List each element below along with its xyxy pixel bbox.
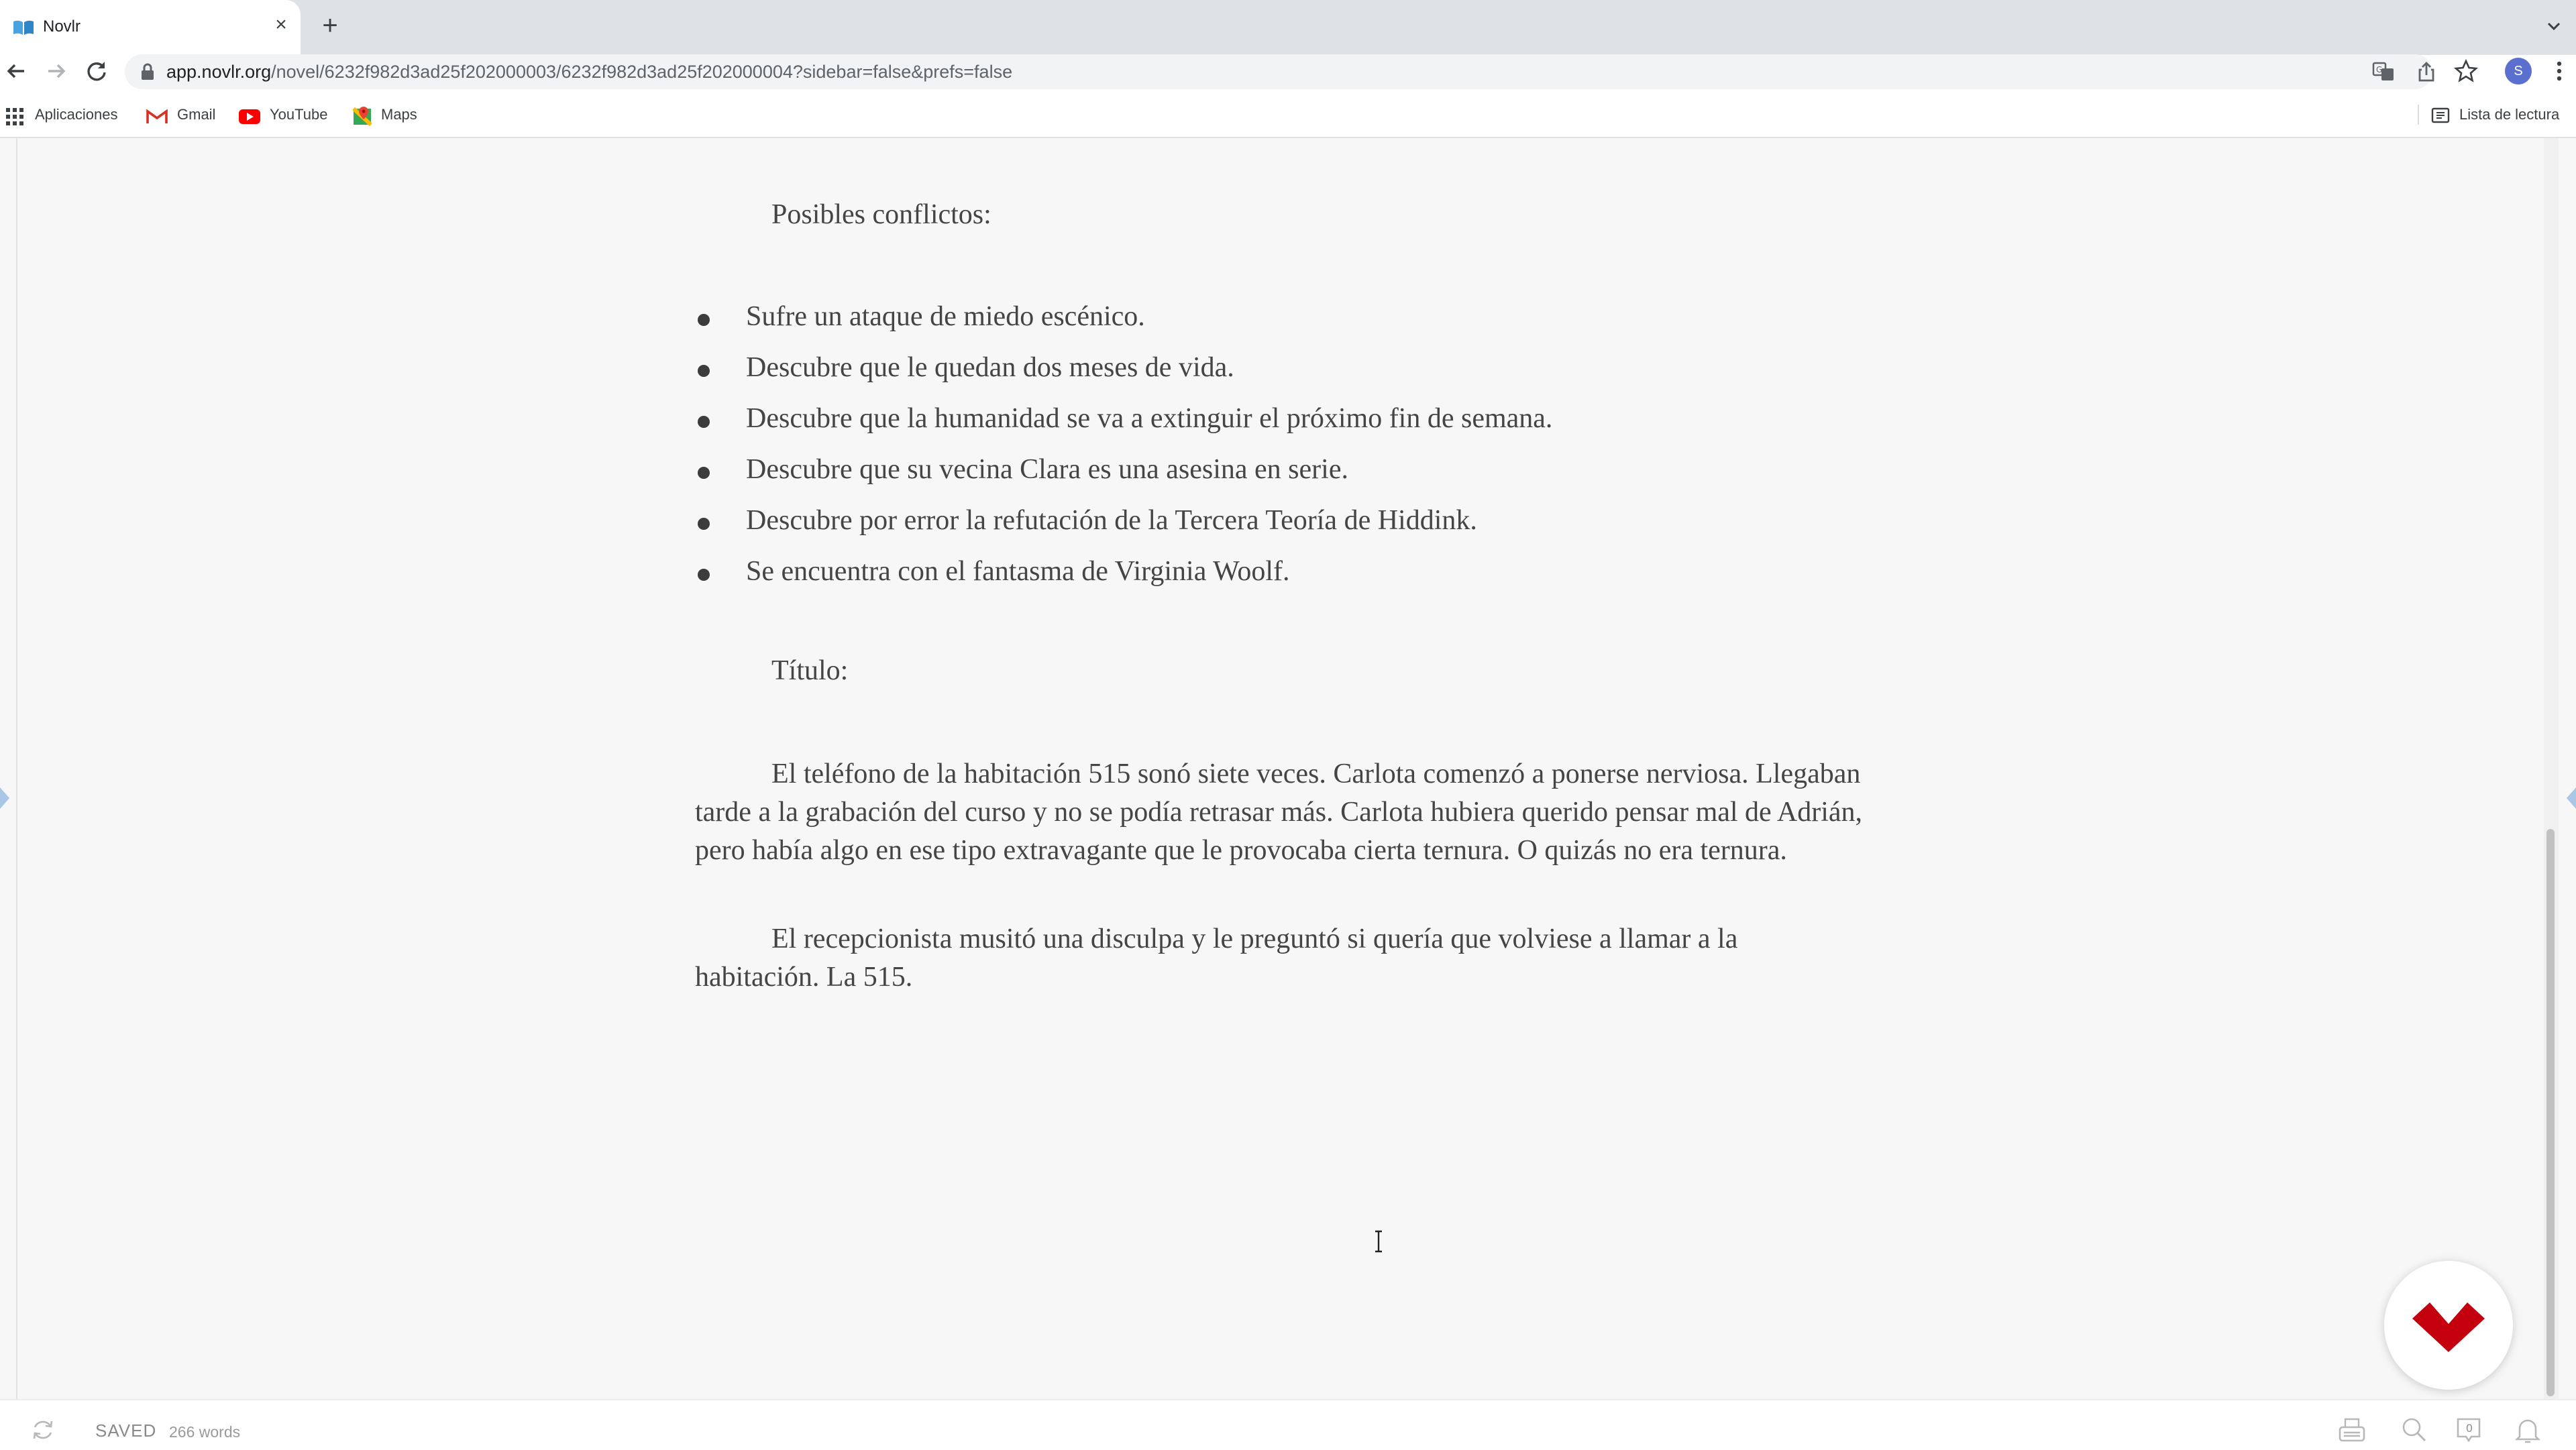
- bookmarks-divider: [2418, 105, 2419, 125]
- share-icon[interactable]: [2415, 60, 2438, 83]
- apps-grid-icon[interactable]: [5, 107, 24, 126]
- maps-icon[interactable]: [353, 106, 372, 126]
- body-paragraph[interactable]: El recepcionista musitó una disculpa y le preguntó si quería que volviese a llamar a la habitación. La 515.: [695, 924, 1738, 993]
- comment-count: 0: [2466, 1422, 2473, 1435]
- bookmark-apps[interactable]: Aplicaciones: [35, 106, 118, 123]
- url-host: app.novlr.org: [166, 62, 272, 82]
- reload-icon[interactable]: [82, 56, 111, 86]
- scrollbar-thumb[interactable]: [2546, 829, 2555, 1396]
- reading-list-icon[interactable]: [2431, 107, 2450, 123]
- svg-text:G: G: [2376, 65, 2383, 74]
- typewriter-icon[interactable]: [2336, 1414, 2368, 1446]
- page-left-border: [16, 138, 17, 1399]
- bookmark-star-icon[interactable]: [2454, 59, 2478, 83]
- tab-search-chevron-icon[interactable]: [2544, 16, 2564, 36]
- conflicts-heading[interactable]: Posibles conflictos:: [771, 199, 991, 230]
- novlr-logo-icon: [2411, 1300, 2486, 1353]
- bookmark-gmail[interactable]: Gmail: [177, 106, 216, 123]
- kebab-menu-icon[interactable]: [2549, 59, 2569, 83]
- text-cursor-icon: [1371, 1230, 1386, 1253]
- forward-arrow-icon[interactable]: [42, 56, 71, 86]
- list-bullet: [698, 569, 710, 581]
- list-item[interactable]: Descubre que la humanidad se va a extinguir el próximo fin de semana.: [746, 403, 1553, 434]
- url-path: /novel/6232f982d3ad25f202000003/6232f982d3ad25f202000004?sidebar=false&prefs=false: [271, 62, 1013, 82]
- list-bullet: [698, 416, 710, 428]
- list-bullet: [698, 467, 710, 479]
- translate-icon[interactable]: [2372, 60, 2395, 83]
- reading-list-button[interactable]: Lista de lectura: [2459, 106, 2560, 123]
- url-text[interactable]: [166, 62, 1012, 82]
- list-item[interactable]: Descubre por error la refutación de la Tercera Teoría de Hiddink.: [746, 505, 1477, 536]
- gmail-icon[interactable]: [146, 109, 168, 125]
- bookmark-maps[interactable]: Maps: [381, 106, 417, 123]
- body-paragraph[interactable]: El teléfono de la habitación 515 sonó siete veces. Carlota comenzó a ponerse nerviosa. Llegaban tarde a la grabación del curso y no se podía retrasar más. Carlota hubiera querido pensar mal de Adrián, pero había algo en ese tipo extravagante que le provocaba cierta ternura. O quizás no era ternura.: [695, 759, 1863, 866]
- new-tab-button[interactable]: +: [322, 11, 338, 40]
- list-bullet: [698, 365, 710, 377]
- right-sidebar-toggle[interactable]: [2567, 787, 2576, 809]
- find-icon[interactable]: [2398, 1414, 2430, 1446]
- list-item[interactable]: Se encuentra con el fantasma de Virginia Woolf.: [746, 556, 1290, 587]
- youtube-icon[interactable]: [239, 109, 260, 125]
- list-bullet: [698, 518, 710, 530]
- tab-title: Novlr: [43, 17, 81, 36]
- status-bar: [0, 1399, 2576, 1450]
- list-bullet: [698, 314, 710, 326]
- word-count: 266 words: [169, 1423, 241, 1441]
- list-item[interactable]: Descubre que le quedan dos meses de vida.: [746, 352, 1234, 383]
- left-sidebar-toggle[interactable]: [0, 787, 9, 809]
- list-item[interactable]: Descubre que su vecina Clara es una asesina en serie.: [746, 454, 1348, 485]
- profile-avatar[interactable]: S: [2505, 58, 2532, 85]
- saved-status: SAVED: [95, 1420, 157, 1441]
- list-item[interactable]: Sufre un ataque de miedo escénico.: [746, 301, 1145, 332]
- bookmark-youtube[interactable]: YouTube: [270, 106, 328, 123]
- sync-icon[interactable]: [30, 1416, 56, 1443]
- title-heading[interactable]: Título:: [771, 655, 849, 686]
- tab-strip: [0, 0, 2576, 55]
- lock-icon[interactable]: [141, 63, 154, 80]
- tab-close-icon[interactable]: ×: [275, 13, 287, 36]
- bell-icon[interactable]: [2512, 1414, 2544, 1446]
- back-arrow-icon[interactable]: [1, 56, 31, 86]
- book-favicon-icon: [12, 19, 35, 36]
